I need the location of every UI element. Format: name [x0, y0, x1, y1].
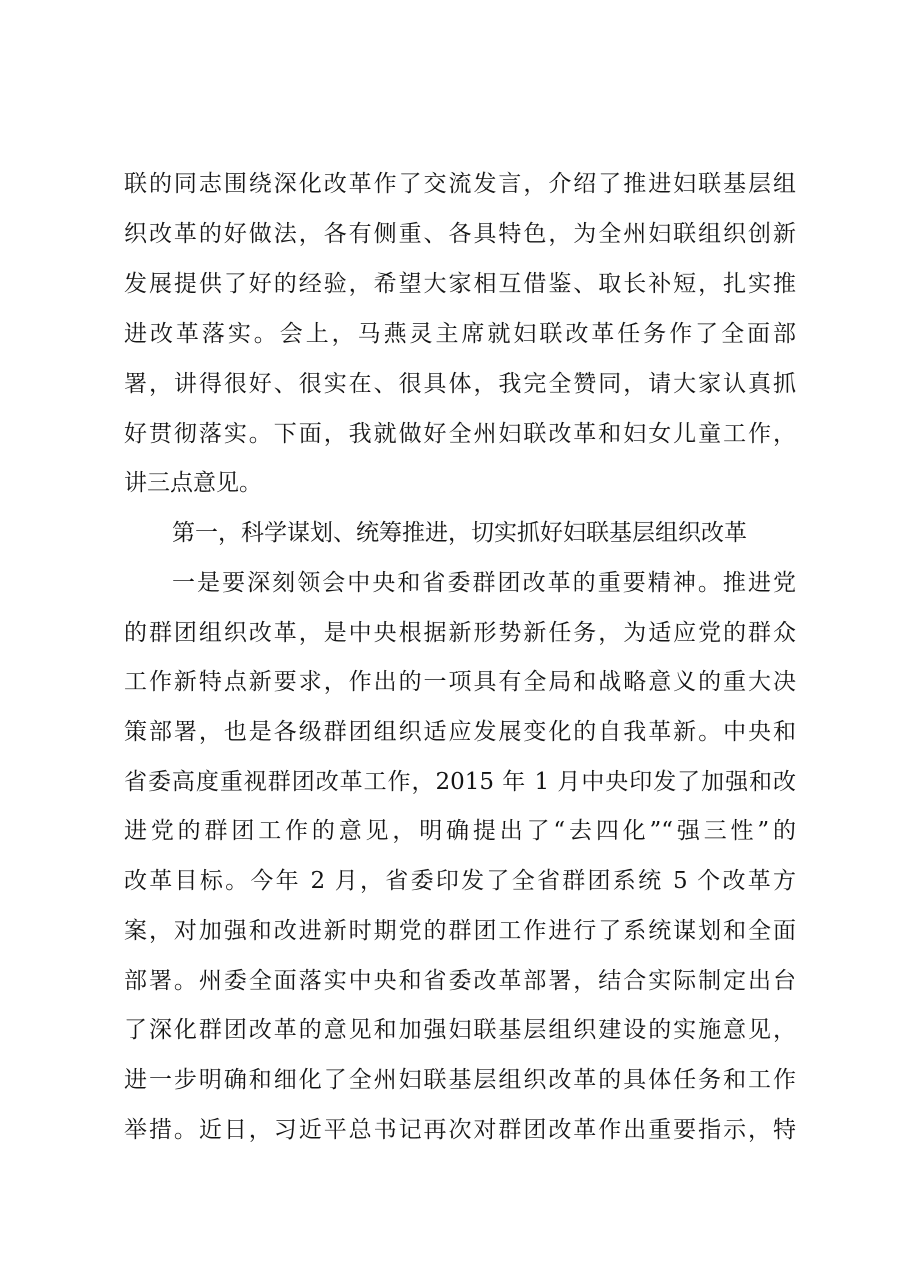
text-line: 工作新特点新要求，作出的一项具有全局和战略意义的重大决: [124, 669, 796, 695]
section-heading: 第一，科学谋划、统筹推进，切实抓好妇联基层组织改革: [172, 520, 747, 546]
text-line: 进改革落实。会上，马燕灵主席就妇联改革任务作了全面部: [124, 321, 796, 347]
text-line: 署，讲得很好、很实在、很具体，我完全赞同，请大家认真抓: [124, 371, 796, 397]
text-line: 联的同志围绕深化改革作了交流发言，介绍了推进妇联基层组: [124, 171, 796, 197]
text-line: 策部署，也是各级群团组织适应发展变化的自我革新。中央和: [124, 719, 796, 745]
text-line: 案，对加强和改进新时期党的群团工作进行了系统谋划和全面: [124, 918, 796, 944]
text-line: 的群团组织改革，是中央根据新形势新任务，为适应党的群众: [124, 620, 796, 646]
text-line: 了深化群团改革的意见和加强妇联基层组织建设的实施意见，: [124, 1017, 796, 1043]
text-line: 举措。近日，习近平总书记再次对群团改革作出重要指示，特: [124, 1117, 796, 1143]
text-line: 省委高度重视群团改革工作，2015 年 1 月中央印发了加强和改: [124, 769, 796, 795]
text-line: 一是要深刻领会中央和省委群团改革的重要精神。推进党: [172, 570, 796, 596]
text-line: 织改革的好做法，各有侧重、各具特色，为全州妇联组织创新: [124, 221, 796, 247]
text-line: 进党的群团工作的意见，明确提出了“去四化”“强三性”的: [124, 818, 796, 844]
text-line: 发展提供了好的经验，希望大家相互借鉴、取长补短，扎实推: [124, 271, 796, 297]
text-line: 好贯彻落实。下面，我就做好全州妇联改革和妇女儿童工作，: [124, 421, 796, 447]
text-line: 部署。州委全面落实中央和省委改革部署，结合实际制定出台: [124, 968, 796, 994]
text-line: 讲三点意见。: [124, 470, 262, 496]
text-line: 进一步明确和细化了全州妇联基层组织改革的具体任务和工作: [124, 1067, 796, 1093]
text-line: 改革目标。今年 2 月，省委印发了全省群团系统 5 个改革方: [124, 868, 796, 894]
